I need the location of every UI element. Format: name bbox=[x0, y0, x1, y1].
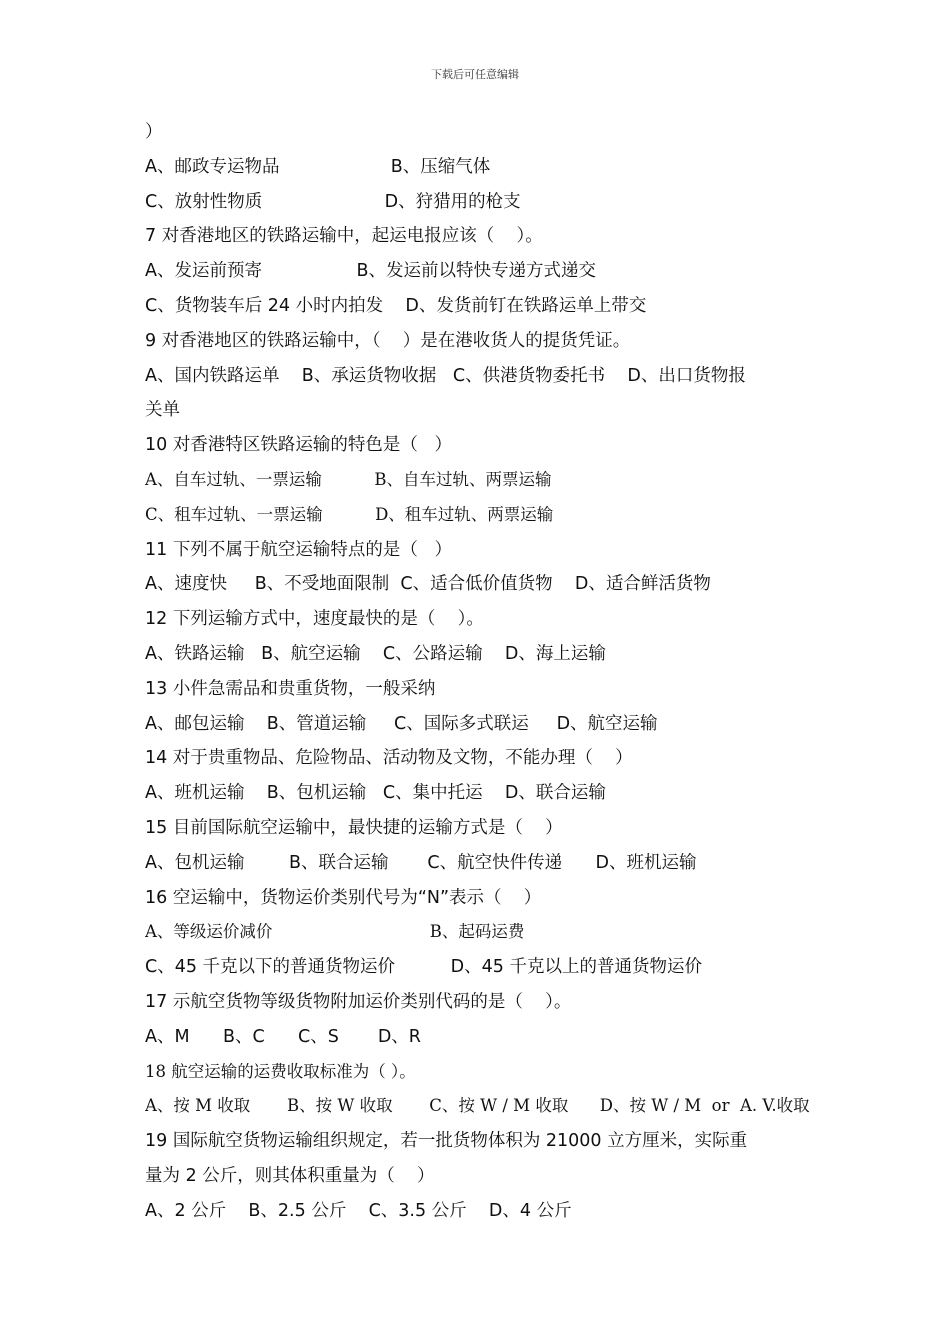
text-line: 18 航空运输的运费收取标准为（ ）。 bbox=[145, 1061, 416, 1081]
text-line: 关单 bbox=[145, 400, 180, 421]
text-line: C、放射性物质 D、狩猎用的枪支 bbox=[145, 191, 521, 212]
text-line: C、租车过轨、一票运输 D、租车过轨、两票运输 bbox=[145, 504, 554, 524]
text-line: A、铁路运输 B、航空运输 C、公路运输 D、海上运输 bbox=[145, 643, 606, 664]
text-line: A、2 公斤 B、2.5 公斤 C、3.5 公斤 D、4 公斤 bbox=[145, 1200, 572, 1221]
text-line: 15 目前国际航空运输中，最快捷的运输方式是（ ） bbox=[145, 817, 563, 838]
text-line: A、发运前预寄 B、发运前以特快专递方式递交 bbox=[145, 261, 597, 282]
text-line: 7 对香港地区的铁路运输中，起运电报应该（ ）。 bbox=[145, 226, 543, 247]
text-line: 量为 2 公斤，则其体积重量为（ ） bbox=[145, 1165, 435, 1186]
page-header: 下载后可任意编辑 bbox=[431, 68, 519, 81]
text-line: 17 示航空货物等级货物附加运价类别代码的是（ ）。 bbox=[145, 991, 572, 1012]
text-line: 11 下列不属于航空运输特点的是（ ） bbox=[145, 539, 453, 560]
text-line: 12 下列运输方式中，速度最快的是（ ）。 bbox=[145, 609, 484, 630]
text-line: 10 对香港特区铁路运输的特色是（ ） bbox=[145, 435, 453, 456]
text-line: 14 对于贵重物品、危险物品、活动物及文物，不能办理（ ） bbox=[145, 748, 633, 769]
text-line: 16 空运输中，货物运价类别代号为“N”表示（ ） bbox=[145, 887, 542, 908]
text-line: A、M B、C C、S D、R bbox=[145, 1026, 421, 1047]
text-line: C、货物装车后 24 小时内拍发 D、发货前钉在铁路运单上带交 bbox=[145, 295, 647, 316]
text-line: A、速度快 B、不受地面限制 C、适合低价值货物 D、适合鲜活货物 bbox=[145, 574, 711, 595]
text-line: A、包机运输 B、联合运输 C、航空快件传递 D、班机运输 bbox=[145, 852, 697, 873]
text-line: A、按 M 收取 B、按 W 收取 C、按 W / M 收取 D、按 W / M or A. V.收取 bbox=[145, 1096, 810, 1116]
text-line: C、45 千克以下的普通货物运价 D、45 千克以上的普通货物运价 bbox=[145, 957, 702, 978]
text-line: 19 国际航空货物运输组织规定，若一批货物体积为 21000 立方厘米，实际重 bbox=[145, 1131, 748, 1152]
text-line: A、等级运价减价 B、起码运费 bbox=[145, 922, 525, 942]
text-line: A、邮政专运物品 B、压缩气体 bbox=[145, 156, 491, 177]
text-line: A、班机运输 B、包机运输 C、集中托运 D、联合运输 bbox=[145, 783, 606, 804]
text-line: A、邮包运输 B、管道运输 C、国际多式联运 D、航空运输 bbox=[145, 713, 658, 734]
text-line: 9 对香港地区的铁路运输中，（ ）是在港收货人的提货凭证。 bbox=[145, 330, 631, 351]
text-line: A、国内铁路运单 B、承运货物收据 C、供港货物委托书 D、出口货物报 bbox=[145, 365, 746, 386]
text-line: A、自车过轨、一票运输 B、自车过轨、两票运输 bbox=[145, 469, 552, 489]
document-body bbox=[145, 115, 815, 1229]
text-line: 13 小件急需品和贵重货物，一般采纳 bbox=[145, 678, 436, 699]
text-line: ） bbox=[145, 122, 163, 142]
